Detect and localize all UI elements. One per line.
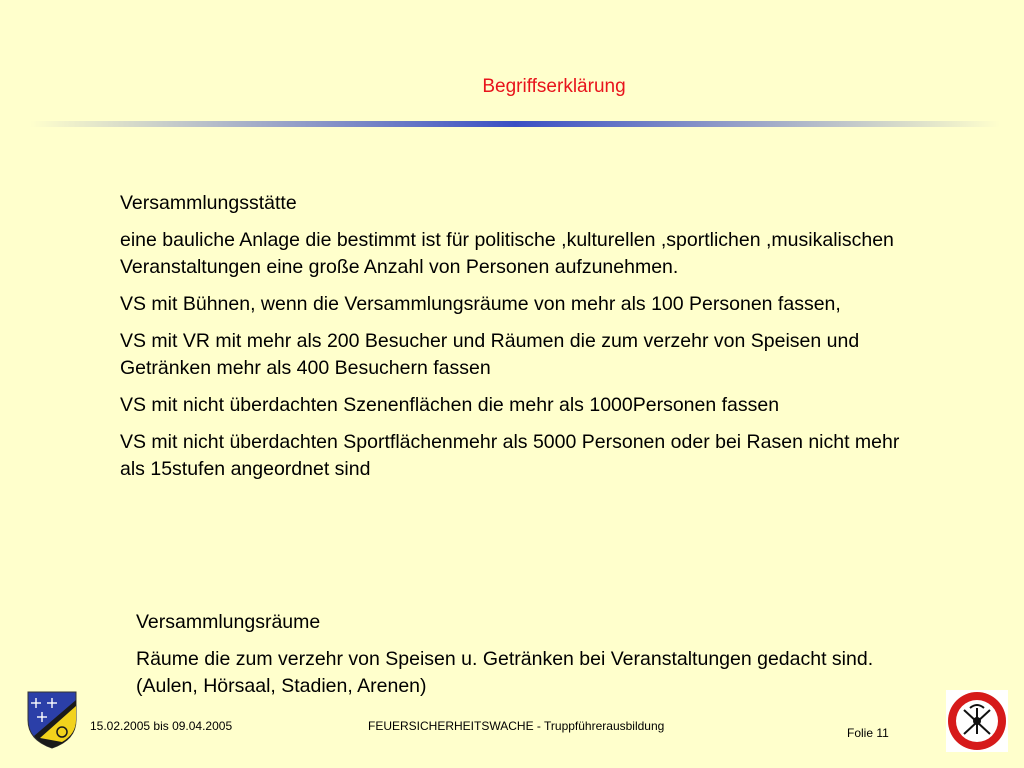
paragraph-vr: VS mit VR mit mehr als 200 Besucher und Räumen die zum verzehr von Speisen und Getränken mehr als 400 Besuchern fassen (120, 330, 860, 379)
fire-brigade-seal-icon (946, 690, 1008, 752)
definition-block (120, 190, 910, 493)
title-divider (30, 121, 1000, 127)
coat-of-arms-icon (26, 690, 78, 750)
rooms-heading: Versammlungsräume (136, 611, 321, 633)
footer-date: 15.02.2005 bis 09.04.2005 (90, 719, 233, 733)
slide-number: Folie 11 (847, 726, 889, 740)
paragraph-definition: eine bauliche Anlage die bestimmt ist für politische ,kulturellen ,sportlichen ,musikalischen Veranstaltungen eine große Anzahl von Personen aufzunehmen. (120, 229, 894, 278)
paragraph-sport: VS mit nicht überdachten Sportflächenmehr als 5000 Personen oder bei Rasen nicht mehr als 15stufen angeordnet sind (120, 431, 900, 480)
slide-title: Begriffserklärung (482, 76, 626, 97)
paragraph-scene: VS mit nicht überdachten Szenenflächen die mehr als 1000Personen fassen (120, 394, 780, 416)
rooms-definition: Räume die zum verzehr von Speisen u. Getränken bei Veranstaltungen gedacht sind. (Aulen, Hörsaal, Stadien, Arenen) (136, 648, 874, 697)
paragraph-heading: Versammlungsstätte (120, 192, 297, 214)
paragraph-stage: VS mit Bühnen, wenn die Versammlungsräume von mehr als 100 Personen fassen, (120, 293, 841, 315)
footer-title: FEUERSICHERHEITSWACHE - Truppführerausbildung (368, 719, 665, 733)
rooms-block (136, 609, 896, 710)
